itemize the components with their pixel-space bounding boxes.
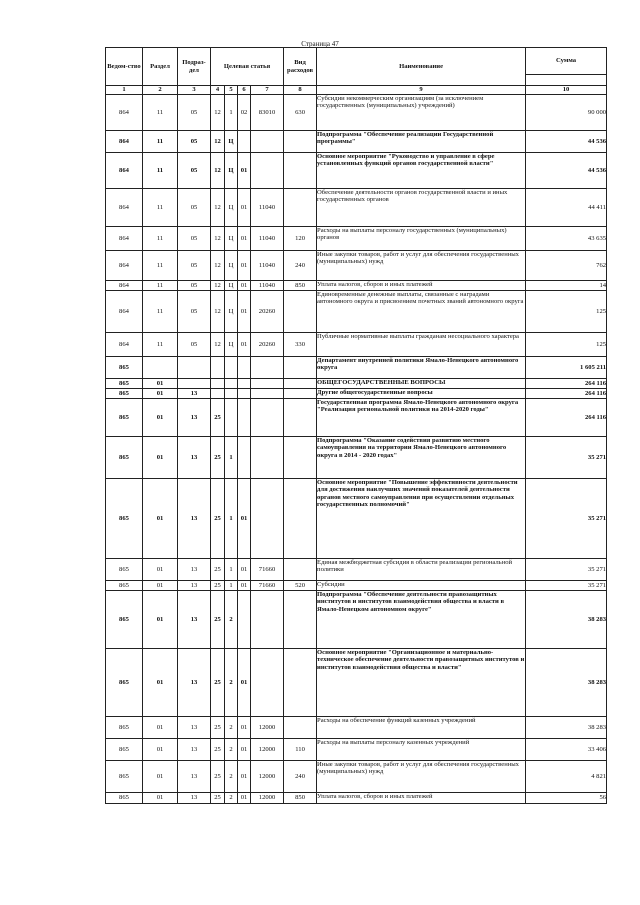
- cell-name: Основное мероприятие "Повышение эффективности деятельности для достижения наилучших значений показателей деятельности органов местного самоуправления при осуществлении отдельных государственных полномочий": [317, 479, 526, 559]
- cell-target-direction: [251, 131, 284, 153]
- cell-target-direction: [251, 389, 284, 399]
- col-num: 8: [284, 86, 317, 95]
- cell-sum: 35 271: [526, 559, 607, 581]
- cell-section: 01: [143, 739, 178, 761]
- cell-target-subprogram: Ц: [225, 153, 238, 189]
- cell-target-direction: 12000: [251, 761, 284, 793]
- cell-target-direction: 71660: [251, 559, 284, 581]
- cell-expense-type: [284, 717, 317, 739]
- cell-section: 01: [143, 379, 178, 389]
- cell-target-event: 01: [238, 717, 251, 739]
- table-row: [106, 227, 607, 251]
- cell-target-subprogram: Ц: [225, 291, 238, 333]
- table-row: [106, 399, 607, 437]
- col-num: 9: [317, 86, 526, 95]
- table-row: [106, 437, 607, 479]
- cell-sum: 264 116: [526, 399, 607, 437]
- table-row: [106, 739, 607, 761]
- cell-target-event: 01: [238, 761, 251, 793]
- budget-table: [105, 47, 607, 804]
- cell-sum: 264 116: [526, 389, 607, 399]
- cell-name: Расходы на выплаты персоналу государственных (муниципальных) органов: [317, 227, 526, 251]
- cell-dept: 864: [106, 251, 143, 281]
- col-num: 5: [225, 86, 238, 95]
- cell-target-program: 25: [211, 717, 225, 739]
- column-number-row: [106, 86, 607, 95]
- cell-section: [143, 357, 178, 379]
- cell-name: Подпрограмма "Оказание содействия развитию местного самоуправления на территории Ямало-Ненецкого автономного округа в 2014 - 2020 годах": [317, 437, 526, 479]
- cell-section: 01: [143, 581, 178, 591]
- cell-target-program: 12: [211, 153, 225, 189]
- cell-subsection: [178, 357, 211, 379]
- cell-target-direction: [251, 153, 284, 189]
- cell-section: 11: [143, 95, 178, 131]
- cell-sum: 125: [526, 333, 607, 357]
- cell-sum: 38 283: [526, 591, 607, 649]
- cell-name: Основное мероприятие "Руководство и управление в сфере установленных функций органов государственной власти": [317, 153, 526, 189]
- table-row: [106, 559, 607, 581]
- table-row: [106, 333, 607, 357]
- cell-expense-type: [284, 291, 317, 333]
- cell-sum: 264 116: [526, 379, 607, 389]
- cell-section: 11: [143, 251, 178, 281]
- cell-target-subprogram: [225, 399, 238, 437]
- header-name: Наименование: [317, 48, 526, 86]
- cell-dept: 864: [106, 95, 143, 131]
- cell-sum: 56: [526, 793, 607, 804]
- cell-target-event: [238, 131, 251, 153]
- cell-target-event: 01: [238, 153, 251, 189]
- cell-expense-type: [284, 389, 317, 399]
- cell-target-direction: 20260: [251, 291, 284, 333]
- cell-name: Подпрограмма "Обеспечение деятельности правозащитных институтов и институтов взаимодействия общества и власти в Ямало-Ненецком автономном округе": [317, 591, 526, 649]
- cell-sum: 35 271: [526, 437, 607, 479]
- table-row: [106, 189, 607, 227]
- cell-sum: 38 283: [526, 717, 607, 739]
- cell-target-program: 12: [211, 227, 225, 251]
- cell-target-direction: 11040: [251, 281, 284, 291]
- cell-dept: 864: [106, 189, 143, 227]
- cell-target-direction: [251, 357, 284, 379]
- cell-expense-type: 240: [284, 761, 317, 793]
- cell-section: 11: [143, 153, 178, 189]
- cell-target-program: [211, 379, 225, 389]
- cell-target-event: 01: [238, 793, 251, 804]
- cell-name: Публичные нормативные выплаты гражданам несоциального характера: [317, 333, 526, 357]
- cell-target-direction: 12000: [251, 793, 284, 804]
- cell-target-subprogram: 1: [225, 479, 238, 559]
- cell-target-program: 12: [211, 251, 225, 281]
- cell-target-program: 25: [211, 591, 225, 649]
- cell-target-event: 01: [238, 649, 251, 717]
- cell-section: 11: [143, 281, 178, 291]
- table-row: [106, 793, 607, 804]
- cell-dept: 864: [106, 333, 143, 357]
- cell-expense-type: [284, 379, 317, 389]
- cell-section: 01: [143, 479, 178, 559]
- cell-target-program: 25: [211, 739, 225, 761]
- cell-sum: 44 536: [526, 153, 607, 189]
- header-dept: Ведом-ство: [106, 48, 143, 86]
- cell-name: Департамент внутренней политики Ямало-Ненецкого автономного округа: [317, 357, 526, 379]
- table-row: [106, 379, 607, 389]
- cell-target-direction: 20260: [251, 333, 284, 357]
- cell-expense-type: [284, 649, 317, 717]
- cell-expense-type: 110: [284, 739, 317, 761]
- cell-subsection: 13: [178, 793, 211, 804]
- cell-subsection: 05: [178, 291, 211, 333]
- cell-target-program: [211, 389, 225, 399]
- cell-target-event: 01: [238, 581, 251, 591]
- cell-subsection: [178, 379, 211, 389]
- cell-target-program: 12: [211, 95, 225, 131]
- cell-sum: 762: [526, 251, 607, 281]
- cell-section: 01: [143, 761, 178, 793]
- cell-subsection: 05: [178, 95, 211, 131]
- cell-dept: 865: [106, 389, 143, 399]
- cell-name: Расходы на обеспечение функций казенных учреждений: [317, 717, 526, 739]
- cell-sum: 1 605 211: [526, 357, 607, 379]
- cell-subsection: 05: [178, 251, 211, 281]
- cell-target-event: 01: [238, 281, 251, 291]
- cell-target-event: [238, 399, 251, 437]
- cell-subsection: 05: [178, 153, 211, 189]
- cell-section: 01: [143, 437, 178, 479]
- cell-target-event: [238, 389, 251, 399]
- col-num: 4: [211, 86, 225, 95]
- cell-target-direction: 11040: [251, 189, 284, 227]
- header-subsection: Подраз-дел: [178, 48, 211, 86]
- cell-subsection: 13: [178, 739, 211, 761]
- cell-section: 01: [143, 717, 178, 739]
- cell-target-program: 12: [211, 131, 225, 153]
- page-number: Страница 47: [301, 40, 339, 48]
- cell-expense-type: [284, 479, 317, 559]
- cell-section: 11: [143, 189, 178, 227]
- cell-target-event: 01: [238, 227, 251, 251]
- cell-target-program: 12: [211, 291, 225, 333]
- header-sum-blank: [526, 75, 607, 86]
- cell-target-event: 01: [238, 479, 251, 559]
- table-row: [106, 281, 607, 291]
- cell-subsection: 13: [178, 649, 211, 717]
- cell-subsection: 13: [178, 591, 211, 649]
- cell-target-subprogram: 2: [225, 793, 238, 804]
- cell-target-subprogram: 2: [225, 717, 238, 739]
- cell-dept: 865: [106, 559, 143, 581]
- cell-target-direction: [251, 437, 284, 479]
- cell-subsection: 05: [178, 131, 211, 153]
- cell-dept: 864: [106, 291, 143, 333]
- cell-target-subprogram: [225, 379, 238, 389]
- header-section: Раздел: [143, 48, 178, 86]
- cell-dept: 865: [106, 649, 143, 717]
- cell-subsection: 13: [178, 761, 211, 793]
- table-row: [106, 581, 607, 591]
- cell-sum: 90 000: [526, 95, 607, 131]
- cell-expense-type: [284, 399, 317, 437]
- cell-section: 01: [143, 399, 178, 437]
- table-row: [106, 717, 607, 739]
- cell-target-subprogram: 1: [225, 581, 238, 591]
- cell-target-program: 25: [211, 761, 225, 793]
- cell-target-program: 25: [211, 649, 225, 717]
- cell-name: Обеспечение деятельности органов государственной власти и иных государственных органов: [317, 189, 526, 227]
- cell-expense-type: 330: [284, 333, 317, 357]
- cell-target-subprogram: Ц: [225, 251, 238, 281]
- col-num: 6: [238, 86, 251, 95]
- cell-target-program: 25: [211, 559, 225, 581]
- cell-sum: 33 406: [526, 739, 607, 761]
- cell-sum: 4 821: [526, 761, 607, 793]
- cell-expense-type: 850: [284, 281, 317, 291]
- col-num: 1: [106, 86, 143, 95]
- cell-target-program: 12: [211, 333, 225, 357]
- header-expense-type: Вид расходов: [284, 48, 317, 86]
- table-row: [106, 153, 607, 189]
- cell-dept: 865: [106, 437, 143, 479]
- cell-target-direction: [251, 379, 284, 389]
- cell-dept: 864: [106, 153, 143, 189]
- col-num: 10: [526, 86, 607, 95]
- cell-target-subprogram: 1: [225, 437, 238, 479]
- col-num: 7: [251, 86, 284, 95]
- cell-sum: 44 536: [526, 131, 607, 153]
- cell-dept: 865: [106, 761, 143, 793]
- cell-target-event: 01: [238, 739, 251, 761]
- cell-sum: 14: [526, 281, 607, 291]
- cell-subsection: 05: [178, 333, 211, 357]
- table-row: [106, 357, 607, 379]
- table-body: [106, 95, 607, 804]
- cell-name: Единовременные денежные выплаты, связанные с наградами автономного округа и присвоением почетных званий автономного округа: [317, 291, 526, 333]
- table-row: [106, 591, 607, 649]
- table-row: [106, 131, 607, 153]
- cell-expense-type: 850: [284, 793, 317, 804]
- cell-target-subprogram: Ц: [225, 333, 238, 357]
- cell-target-program: 25: [211, 581, 225, 591]
- cell-target-program: 25: [211, 437, 225, 479]
- cell-subsection: 13: [178, 399, 211, 437]
- cell-dept: 865: [106, 591, 143, 649]
- table-row: [106, 95, 607, 131]
- cell-subsection: 13: [178, 559, 211, 581]
- cell-subsection: 05: [178, 227, 211, 251]
- cell-name: Уплата налогов, сборов и иных платежей: [317, 793, 526, 804]
- cell-section: 01: [143, 559, 178, 581]
- cell-subsection: 13: [178, 389, 211, 399]
- cell-subsection: 13: [178, 581, 211, 591]
- cell-expense-type: [284, 153, 317, 189]
- cell-target-event: 01: [238, 559, 251, 581]
- table-row: [106, 291, 607, 333]
- cell-section: 01: [143, 389, 178, 399]
- cell-section: 01: [143, 793, 178, 804]
- cell-dept: 865: [106, 357, 143, 379]
- cell-target-direction: 11040: [251, 251, 284, 281]
- cell-expense-type: 630: [284, 95, 317, 131]
- cell-dept: 865: [106, 379, 143, 389]
- cell-sum: 44 411: [526, 189, 607, 227]
- cell-sum: 35 271: [526, 479, 607, 559]
- cell-target-program: 25: [211, 793, 225, 804]
- table-row: [106, 479, 607, 559]
- cell-subsection: 13: [178, 479, 211, 559]
- cell-target-program: 12: [211, 281, 225, 291]
- cell-subsection: 13: [178, 717, 211, 739]
- cell-target-subprogram: Ц: [225, 189, 238, 227]
- cell-name: Субсидии некоммерческим организациям (за исключением государственных (муниципальных) учреждений): [317, 95, 526, 131]
- cell-target-subprogram: [225, 389, 238, 399]
- cell-target-direction: [251, 399, 284, 437]
- cell-target-subprogram: [225, 357, 238, 379]
- cell-expense-type: 520: [284, 581, 317, 591]
- cell-target-program: [211, 357, 225, 379]
- col-num: 3: [178, 86, 211, 95]
- cell-target-event: 01: [238, 291, 251, 333]
- cell-expense-type: [284, 559, 317, 581]
- cell-target-direction: 12000: [251, 717, 284, 739]
- cell-target-event: 01: [238, 251, 251, 281]
- cell-expense-type: 120: [284, 227, 317, 251]
- cell-dept: 865: [106, 717, 143, 739]
- cell-name: Другие общегосударственные вопросы: [317, 389, 526, 399]
- cell-name: Расходы на выплаты персоналу казенных учреждений: [317, 739, 526, 761]
- header-target-article: Целевая статья: [211, 48, 284, 86]
- cell-expense-type: [284, 357, 317, 379]
- cell-target-subprogram: 1: [225, 559, 238, 581]
- cell-subsection: 13: [178, 437, 211, 479]
- cell-subsection: 05: [178, 281, 211, 291]
- cell-name: Иные закупки товаров, работ и услуг для обеспечения государственных (муниципальных) нужд: [317, 761, 526, 793]
- cell-dept: 864: [106, 227, 143, 251]
- header-sum: Сумма: [526, 48, 607, 75]
- cell-dept: 865: [106, 793, 143, 804]
- cell-expense-type: [284, 437, 317, 479]
- cell-section: 11: [143, 131, 178, 153]
- cell-dept: 865: [106, 399, 143, 437]
- cell-target-event: [238, 591, 251, 649]
- cell-subsection: 05: [178, 189, 211, 227]
- cell-section: 11: [143, 333, 178, 357]
- table-row: [106, 389, 607, 399]
- cell-expense-type: [284, 189, 317, 227]
- cell-name: Подпрограмма "Обеспечение реализации Государственной программы": [317, 131, 526, 153]
- cell-target-subprogram: Ц: [225, 131, 238, 153]
- cell-target-subprogram: 1: [225, 95, 238, 131]
- cell-target-direction: [251, 649, 284, 717]
- cell-target-subprogram: Ц: [225, 281, 238, 291]
- cell-expense-type: 240: [284, 251, 317, 281]
- cell-name: Основное мероприятие "Организационное и материально-техническое обеспечение деятельности правозащитных институтов и институтов взаимодействия общества и власти": [317, 649, 526, 717]
- cell-target-direction: 12000: [251, 739, 284, 761]
- cell-section: 11: [143, 291, 178, 333]
- cell-name: Единая межбюджетная субсидия в области реализации региональной политики: [317, 559, 526, 581]
- cell-section: 01: [143, 649, 178, 717]
- cell-dept: 864: [106, 131, 143, 153]
- cell-section: 01: [143, 591, 178, 649]
- cell-target-program: 25: [211, 399, 225, 437]
- table-row: [106, 761, 607, 793]
- cell-sum: 35 271: [526, 581, 607, 591]
- table-row: [106, 251, 607, 281]
- table-row: [106, 649, 607, 717]
- cell-dept: 864: [106, 281, 143, 291]
- cell-target-event: 02: [238, 95, 251, 131]
- cell-target-subprogram: 2: [225, 591, 238, 649]
- cell-dept: 865: [106, 479, 143, 559]
- cell-expense-type: [284, 131, 317, 153]
- cell-expense-type: [284, 591, 317, 649]
- cell-section: 11: [143, 227, 178, 251]
- col-num: 2: [143, 86, 178, 95]
- cell-sum: 125: [526, 291, 607, 333]
- cell-sum: 38 283: [526, 649, 607, 717]
- cell-target-direction: 11040: [251, 227, 284, 251]
- cell-target-direction: 71660: [251, 581, 284, 591]
- cell-target-event: [238, 437, 251, 479]
- cell-sum: 43 635: [526, 227, 607, 251]
- cell-name: ОБЩЕГОСУДАРСТВЕННЫЕ ВОПРОСЫ: [317, 379, 526, 389]
- cell-name: Государственная программа Ямало-Ненецкого автономного округа "Реализация региональной политики на 2014-2020 годы": [317, 399, 526, 437]
- cell-target-event: 01: [238, 333, 251, 357]
- cell-target-direction: 83010: [251, 95, 284, 131]
- cell-name: Уплата налогов, сборов и иных платежей: [317, 281, 526, 291]
- cell-target-subprogram: Ц: [225, 227, 238, 251]
- cell-target-subprogram: 2: [225, 739, 238, 761]
- cell-target-event: [238, 379, 251, 389]
- cell-target-subprogram: 2: [225, 649, 238, 717]
- cell-target-event: [238, 357, 251, 379]
- cell-target-direction: [251, 479, 284, 559]
- cell-name: Иные закупки товаров, работ и услуг для обеспечения государственных (муниципальных) нужд: [317, 251, 526, 281]
- cell-target-subprogram: 2: [225, 761, 238, 793]
- cell-dept: 865: [106, 739, 143, 761]
- cell-target-program: 12: [211, 189, 225, 227]
- cell-target-event: 01: [238, 189, 251, 227]
- cell-name: Субсидии: [317, 581, 526, 591]
- cell-target-program: 25: [211, 479, 225, 559]
- cell-target-direction: [251, 591, 284, 649]
- cell-dept: 865: [106, 581, 143, 591]
